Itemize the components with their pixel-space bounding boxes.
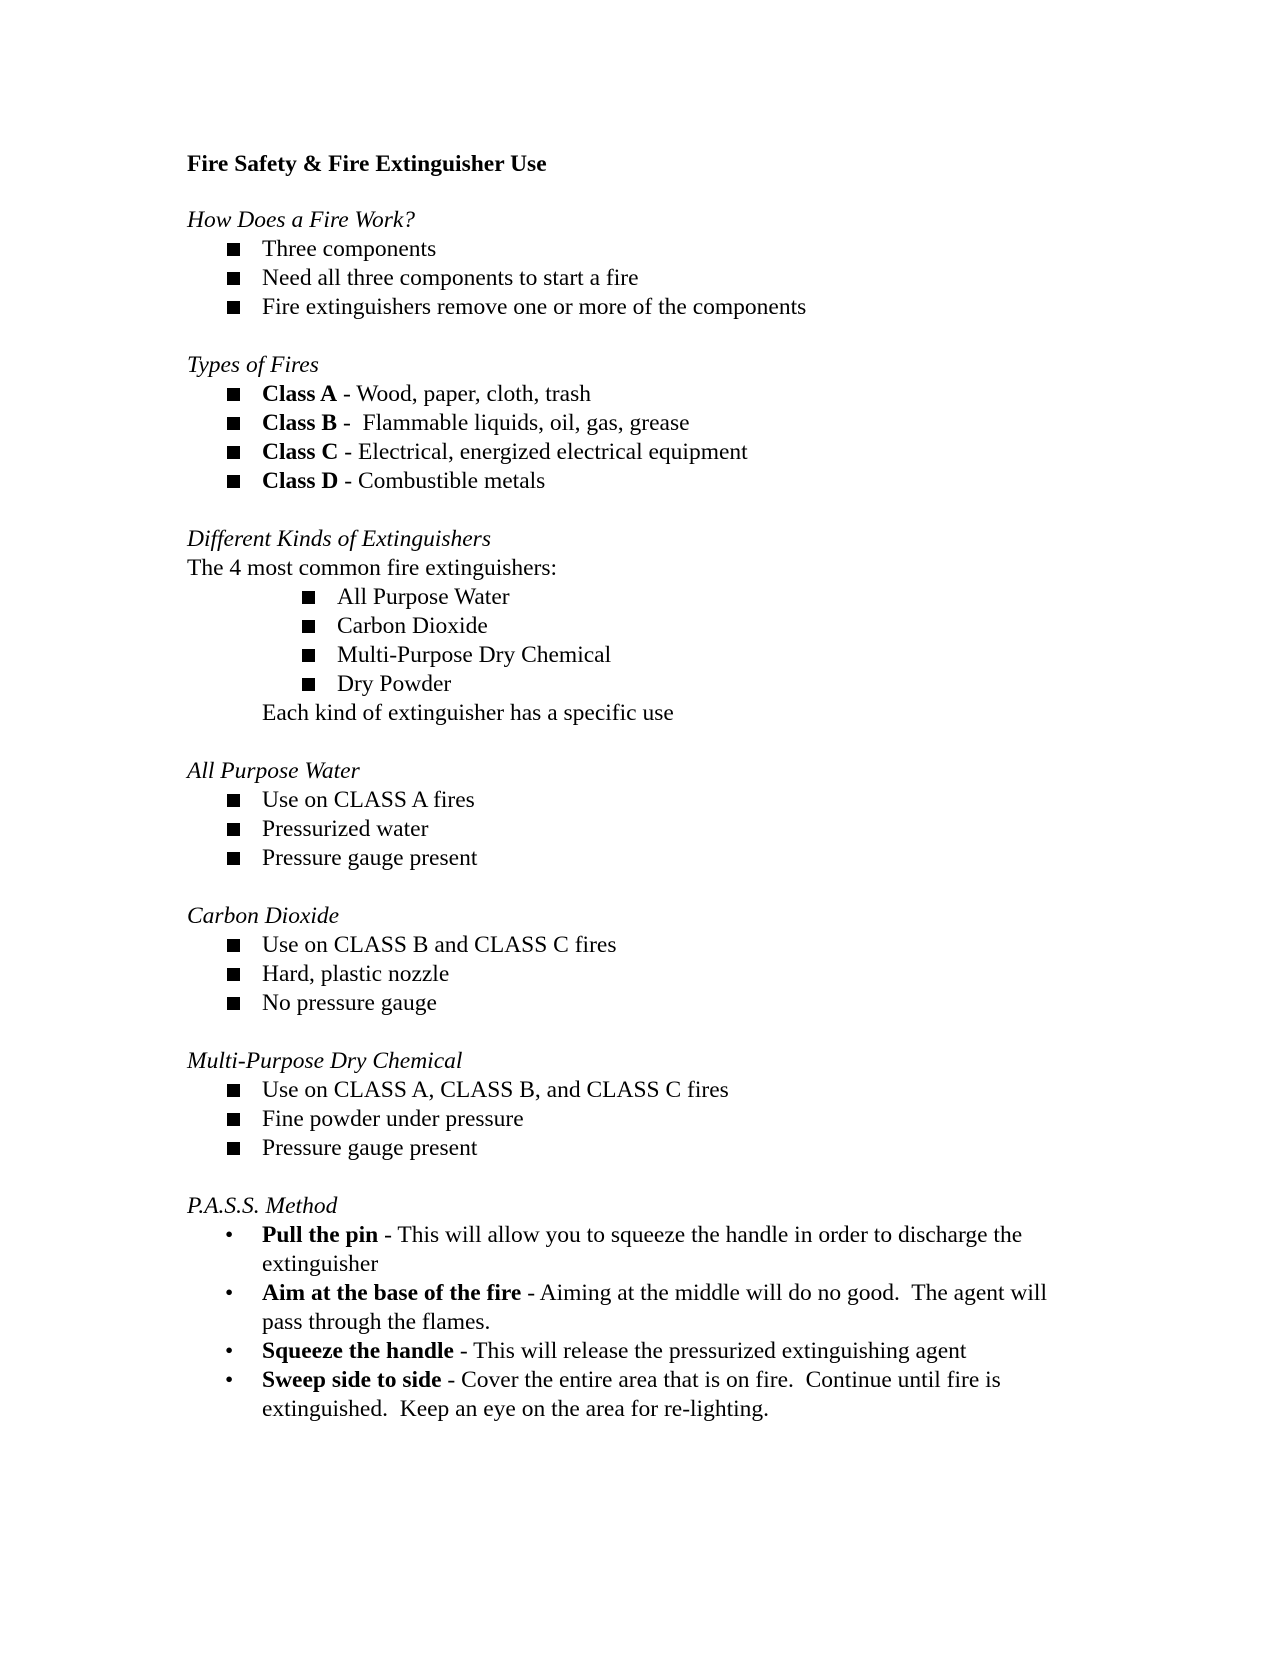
step-label: Squeeze the handle [262, 1338, 454, 1364]
section-all-purpose-water [187, 757, 1087, 873]
fire-class-label: Class D [262, 468, 339, 494]
list-item: Fine powder under pressure [187, 1105, 1087, 1134]
section-dry-chemical [187, 1047, 1087, 1163]
step-description: - Aiming at the middle will do no good. The agent will pass through the flames. [262, 1280, 1053, 1335]
fire-class-description: - Combustible metals [338, 468, 546, 494]
section-heading: Types of Fires [187, 352, 319, 378]
step-description: - Cover the entire area that is on fire. Continue until fire is extinguished. Keep an eye on the area for re-lighting. [262, 1367, 1007, 1422]
list-item [187, 409, 1087, 438]
bullet-list [187, 583, 1087, 699]
list-item: Use on CLASS A, CLASS B, and CLASS C fires [187, 1076, 1087, 1105]
bullet-list [187, 1076, 1087, 1163]
list-item [187, 380, 1087, 409]
list-item [187, 1279, 1087, 1337]
section-heading: How Does a Fire Work? [187, 207, 416, 233]
fire-class-description: - Wood, paper, cloth, trash [337, 381, 591, 407]
list-item: No pressure gauge [187, 989, 1087, 1018]
list-item [187, 1366, 1087, 1424]
section-heading: Carbon Dioxide [187, 903, 340, 929]
step-description: - This will release the pressurized extinguishing agent [453, 1338, 967, 1364]
fire-class-description: - Electrical, energized electrical equipment [338, 439, 748, 465]
list-item: Use on CLASS B and CLASS C fires [187, 931, 1087, 960]
bullet-list [187, 786, 1087, 873]
list-item: Use on CLASS A fires [187, 786, 1087, 815]
intro-text: The 4 most common fire extinguishers: [187, 555, 558, 581]
step-label: Sweep side to side [262, 1367, 442, 1393]
list-item: Fire extinguishers remove one or more of the components [187, 293, 1087, 322]
bullet-list [187, 235, 1087, 322]
bullet-dot-icon: • [225, 1280, 234, 1306]
list-item: Need all three components to start a fire [187, 264, 1087, 293]
fire-class-label: Class C [262, 439, 339, 465]
section-heading: Different Kinds of Extinguishers [187, 526, 491, 552]
list-item [187, 1221, 1087, 1279]
list-item: Hard, plastic nozzle [187, 960, 1087, 989]
fire-class-description: - Flammable liquids, oil, gas, grease [337, 410, 690, 436]
list-item [187, 438, 1087, 467]
section-heading: All Purpose Water [187, 758, 360, 784]
section-types-of-fires [187, 351, 1087, 496]
document-title: Fire Safety & Fire Extinguisher Use [187, 151, 547, 177]
bullet-dot-icon: • [225, 1367, 234, 1393]
list-item [187, 467, 1087, 496]
bullet-list [187, 1221, 1087, 1424]
list-item: Multi-Purpose Dry Chemical [187, 641, 1087, 670]
section-heading: P.A.S.S. Method [187, 1193, 338, 1219]
section-carbon-dioxide [187, 902, 1087, 1018]
list-item: Pressure gauge present [187, 1134, 1087, 1163]
bullet-list [187, 380, 1087, 496]
fire-class-label: Class A [262, 381, 338, 407]
list-item [187, 1337, 1087, 1366]
section-heading: Multi-Purpose Dry Chemical [187, 1048, 463, 1074]
section-pass-method [187, 1192, 1087, 1424]
list-item: Pressurized water [187, 815, 1087, 844]
step-label: Aim at the base of the fire [262, 1280, 522, 1306]
section-kinds-of-extinguishers [187, 525, 1087, 728]
step-description: - This will allow you to squeeze the handle in order to discharge the extinguisher [262, 1222, 1023, 1277]
list-item: Three components [187, 235, 1087, 264]
bullet-dot-icon: • [225, 1222, 234, 1248]
section-how-fire-works [187, 206, 1087, 322]
list-item: All Purpose Water [187, 583, 1087, 612]
note-text: Each kind of extinguisher has a specific use [262, 700, 674, 726]
list-item: Dry Powder [187, 670, 1087, 699]
step-label: Pull the pin [262, 1222, 379, 1248]
bullet-dot-icon: • [225, 1338, 234, 1364]
list-item: Carbon Dioxide [187, 612, 1087, 641]
list-item: Pressure gauge present [187, 844, 1087, 873]
document-page [187, 150, 1087, 1453]
fire-class-label: Class B [262, 410, 338, 436]
bullet-list [187, 931, 1087, 1018]
